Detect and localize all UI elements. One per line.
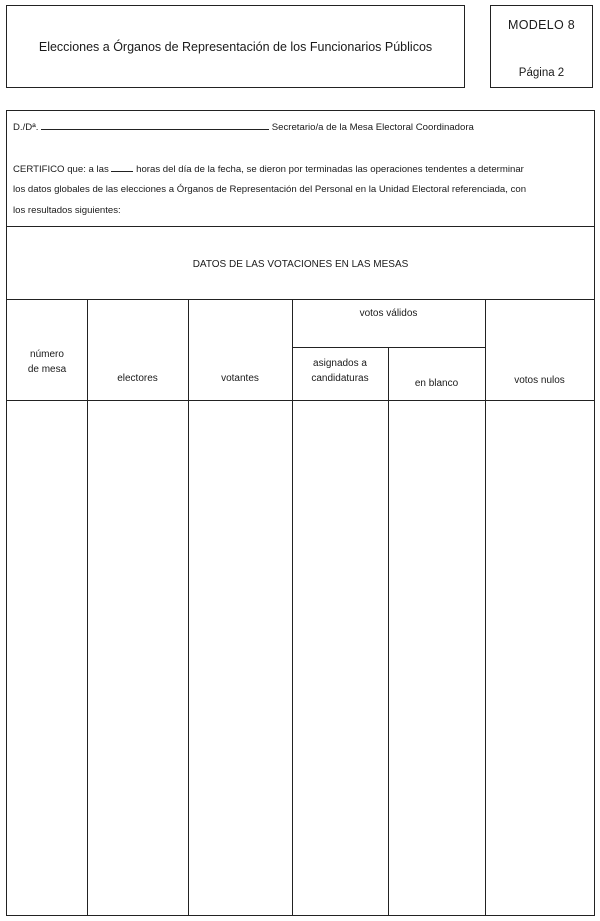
header-numero-mesa	[7, 347, 87, 377]
title-box	[6, 5, 465, 88]
subheader-line	[292, 347, 485, 348]
divider	[7, 226, 594, 227]
secretary-role: Secretario/a de la Mesa Electoral Coordinadora	[271, 122, 474, 133]
secretary-name-field[interactable]	[41, 120, 269, 130]
page-number: Página 2	[518, 67, 565, 79]
header-text: asignados a	[313, 358, 367, 369]
certificate-line-1	[13, 162, 524, 175]
form-title: Elecciones a Órganos de Representación de los Funcionarios Públicos	[38, 39, 433, 54]
header-asignados	[292, 356, 388, 386]
section-title: DATOS DE LAS VOTACIONES EN LAS MESAS	[192, 259, 409, 270]
header-bottom-line	[7, 400, 594, 401]
certifico-text: CERTIFICO que: a las	[13, 164, 109, 175]
main-form	[6, 110, 595, 916]
secretary-line	[13, 120, 474, 133]
header-votantes: votantes	[221, 373, 259, 384]
header-votos-validos: votos válidos	[359, 308, 418, 319]
certificate-line-2: los datos globales de las elecciones a Órganos de Representación del Personal en la Unidad Electoral referenciada, con	[13, 184, 527, 195]
col-line	[485, 299, 486, 915]
model-number: MODELO 8	[508, 18, 575, 32]
col-line	[388, 347, 389, 915]
header-electores: electores	[117, 373, 158, 384]
certificate-line-3: los resultados siguientes:	[13, 205, 121, 216]
header-text: candidaturas	[311, 373, 369, 384]
col-line	[188, 299, 189, 915]
secretary-prefix: D./Dª.	[13, 122, 39, 133]
col-line	[87, 299, 88, 915]
header-text: número	[30, 349, 64, 360]
header-en-blanco: en blanco	[414, 378, 459, 389]
model-box	[490, 5, 593, 88]
certifico-text-cont: horas del día de la fecha, se dieron por terminadas las operaciones tendentes a determinar	[136, 164, 524, 175]
table-top-line	[7, 299, 594, 300]
header-votos-nulos: votos nulos	[514, 375, 565, 386]
col-line	[292, 299, 293, 915]
hours-field[interactable]	[111, 162, 133, 172]
header-text: de mesa	[27, 364, 67, 375]
